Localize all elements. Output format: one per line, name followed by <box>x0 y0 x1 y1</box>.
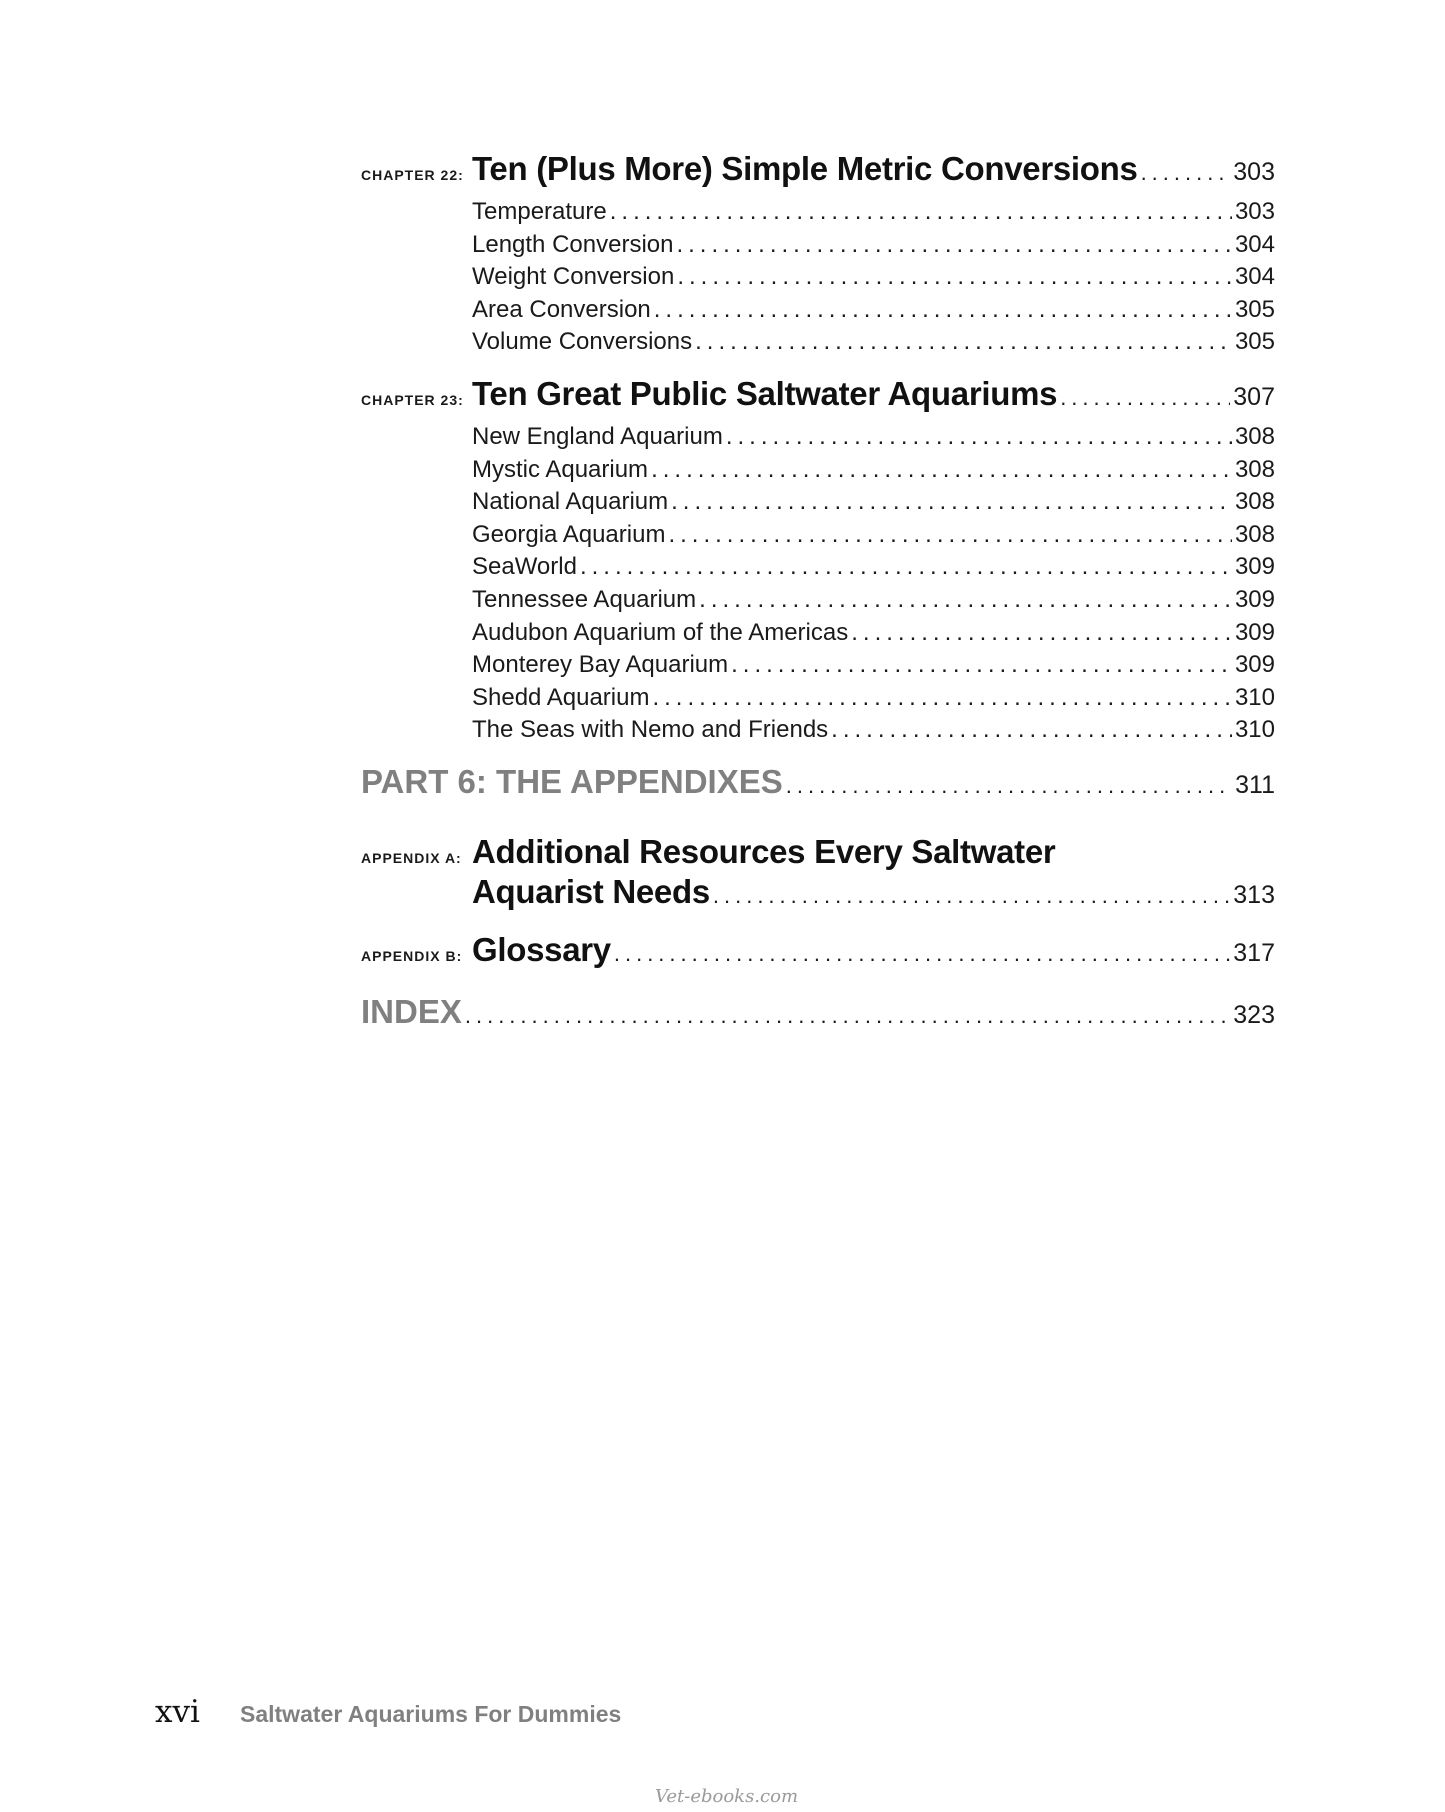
dot-leader <box>831 716 1232 744</box>
chapter-label: CHAPTER 22: <box>361 167 464 183</box>
dot-leader <box>671 488 1232 516</box>
toc-section-entry[interactable] <box>472 296 1275 329</box>
section-title: Area Conversion <box>472 295 651 323</box>
chapter-23-sections <box>472 423 1275 749</box>
chapter-22-entry[interactable] <box>361 150 1275 198</box>
footer-book-title: Saltwater Aquariums For Dummies <box>240 1701 622 1727</box>
section-title: The Seas with Nemo and Friends <box>472 716 829 744</box>
page-number: 304 <box>1234 230 1275 258</box>
section-title: Temperature <box>472 198 607 225</box>
dot-leader <box>651 456 1232 484</box>
appendix-title-line-1: Additional Resources Every Saltwater <box>472 832 1056 870</box>
section-title: Length Conversion <box>472 230 674 258</box>
dot-leader <box>610 198 1232 226</box>
toc-section-entry[interactable] <box>472 456 1275 489</box>
section-title: Volume Conversions <box>472 328 693 356</box>
page-number: 309 <box>1234 585 1275 613</box>
dot-leader <box>699 586 1232 614</box>
section-title: Georgia Aquarium <box>472 520 666 548</box>
chapter-22-block <box>361 150 1275 361</box>
page-number: 310 <box>1234 683 1275 711</box>
chapter-label: CHAPTER 23: <box>361 391 464 408</box>
chapter-23-entry[interactable] <box>361 375 1275 423</box>
section-title: Shedd Aquarium <box>472 683 650 711</box>
page-number: 303 <box>1233 158 1275 186</box>
appendix-a-line-1 <box>361 833 1275 873</box>
page-number: 309 <box>1234 651 1275 679</box>
index-entry[interactable] <box>361 993 1275 1055</box>
page-number: 323 <box>1233 1000 1275 1029</box>
page-number: 308 <box>1234 488 1275 516</box>
appendix-label: APPENDIX B: <box>361 947 463 964</box>
page-number: 305 <box>1234 328 1275 356</box>
section-title: Mystic Aquarium <box>472 455 649 483</box>
toc-section-entry[interactable] <box>472 198 1275 231</box>
toc-section-entry[interactable] <box>472 684 1275 717</box>
page-number: 305 <box>1234 295 1275 323</box>
page-number: 303 <box>1234 198 1275 225</box>
page-footer <box>155 1694 621 1730</box>
dot-leader <box>676 231 1231 259</box>
toc-section-entry[interactable] <box>472 619 1275 652</box>
page-number: 311 <box>1235 770 1275 799</box>
toc-section-entry[interactable] <box>472 651 1275 684</box>
dot-leader <box>695 328 1232 356</box>
dot-leader <box>786 773 1232 799</box>
dot-leader <box>713 883 1230 909</box>
table-of-contents <box>361 150 1275 1055</box>
toc-section-entry[interactable] <box>472 263 1275 296</box>
dot-leader <box>654 296 1232 324</box>
page-number: 313 <box>1233 880 1275 909</box>
dot-leader <box>614 941 1230 967</box>
chapter-22-sections <box>472 198 1275 361</box>
index-heading: INDEX <box>361 992 462 1030</box>
part-heading: PART 6: THE APPENDIXES <box>361 762 783 800</box>
appendix-title-line-2: Aquarist Needs <box>472 872 710 910</box>
dot-leader <box>652 684 1231 712</box>
watermark-logo: Vet-ebooks.com <box>655 1786 799 1807</box>
page-number: 304 <box>1234 263 1275 291</box>
page-number: 308 <box>1234 520 1275 548</box>
dot-leader <box>1060 385 1230 411</box>
section-title: New England Aquarium <box>472 422 723 450</box>
appendix-label: APPENDIX A: <box>361 849 462 866</box>
appendix-a-line-2 <box>472 873 1275 913</box>
page-number: 309 <box>1234 618 1275 646</box>
dot-leader <box>851 619 1232 647</box>
chapter-23-block <box>361 375 1275 749</box>
toc-section-entry[interactable] <box>472 521 1275 554</box>
toc-section-entry[interactable] <box>472 231 1275 264</box>
toc-section-entry[interactable] <box>472 328 1275 361</box>
dot-leader <box>465 1003 1230 1029</box>
section-title: Weight Conversion <box>472 263 675 291</box>
toc-section-entry[interactable] <box>472 423 1275 456</box>
section-title: Monterey Bay Aquarium <box>472 651 729 679</box>
appendix-a-entry[interactable] <box>361 833 1275 913</box>
page-number: 308 <box>1234 455 1275 483</box>
dot-leader <box>677 263 1232 291</box>
part-6-entry[interactable] <box>361 763 1275 829</box>
footer-page-number: xvi <box>155 1694 200 1730</box>
dot-leader <box>668 521 1232 549</box>
chapter-title: Ten (Plus More) Simple Metric Conversions <box>472 150 1138 187</box>
toc-section-entry[interactable] <box>472 553 1275 586</box>
page-number: 308 <box>1234 422 1275 450</box>
section-title: Audubon Aquarium of the Americas <box>472 618 849 646</box>
page-number: 317 <box>1233 938 1275 967</box>
dot-leader <box>580 553 1232 581</box>
page-number: 310 <box>1234 716 1275 744</box>
section-title: Tennessee Aquarium <box>472 585 697 613</box>
toc-section-entry[interactable] <box>472 488 1275 521</box>
page-number: 309 <box>1234 553 1275 581</box>
dot-leader <box>731 651 1232 679</box>
section-title: SeaWorld <box>472 553 577 581</box>
appendix-b-entry[interactable] <box>361 931 1275 979</box>
dot-leader <box>726 423 1232 451</box>
toc-section-entry[interactable] <box>472 586 1275 619</box>
toc-section-entry[interactable] <box>472 716 1275 749</box>
section-title: National Aquarium <box>472 488 669 516</box>
dot-leader <box>1141 160 1231 186</box>
chapter-title: Ten Great Public Saltwater Aquariums <box>472 374 1058 412</box>
appendix-title: Glossary <box>472 930 611 968</box>
page-number: 307 <box>1233 382 1275 411</box>
